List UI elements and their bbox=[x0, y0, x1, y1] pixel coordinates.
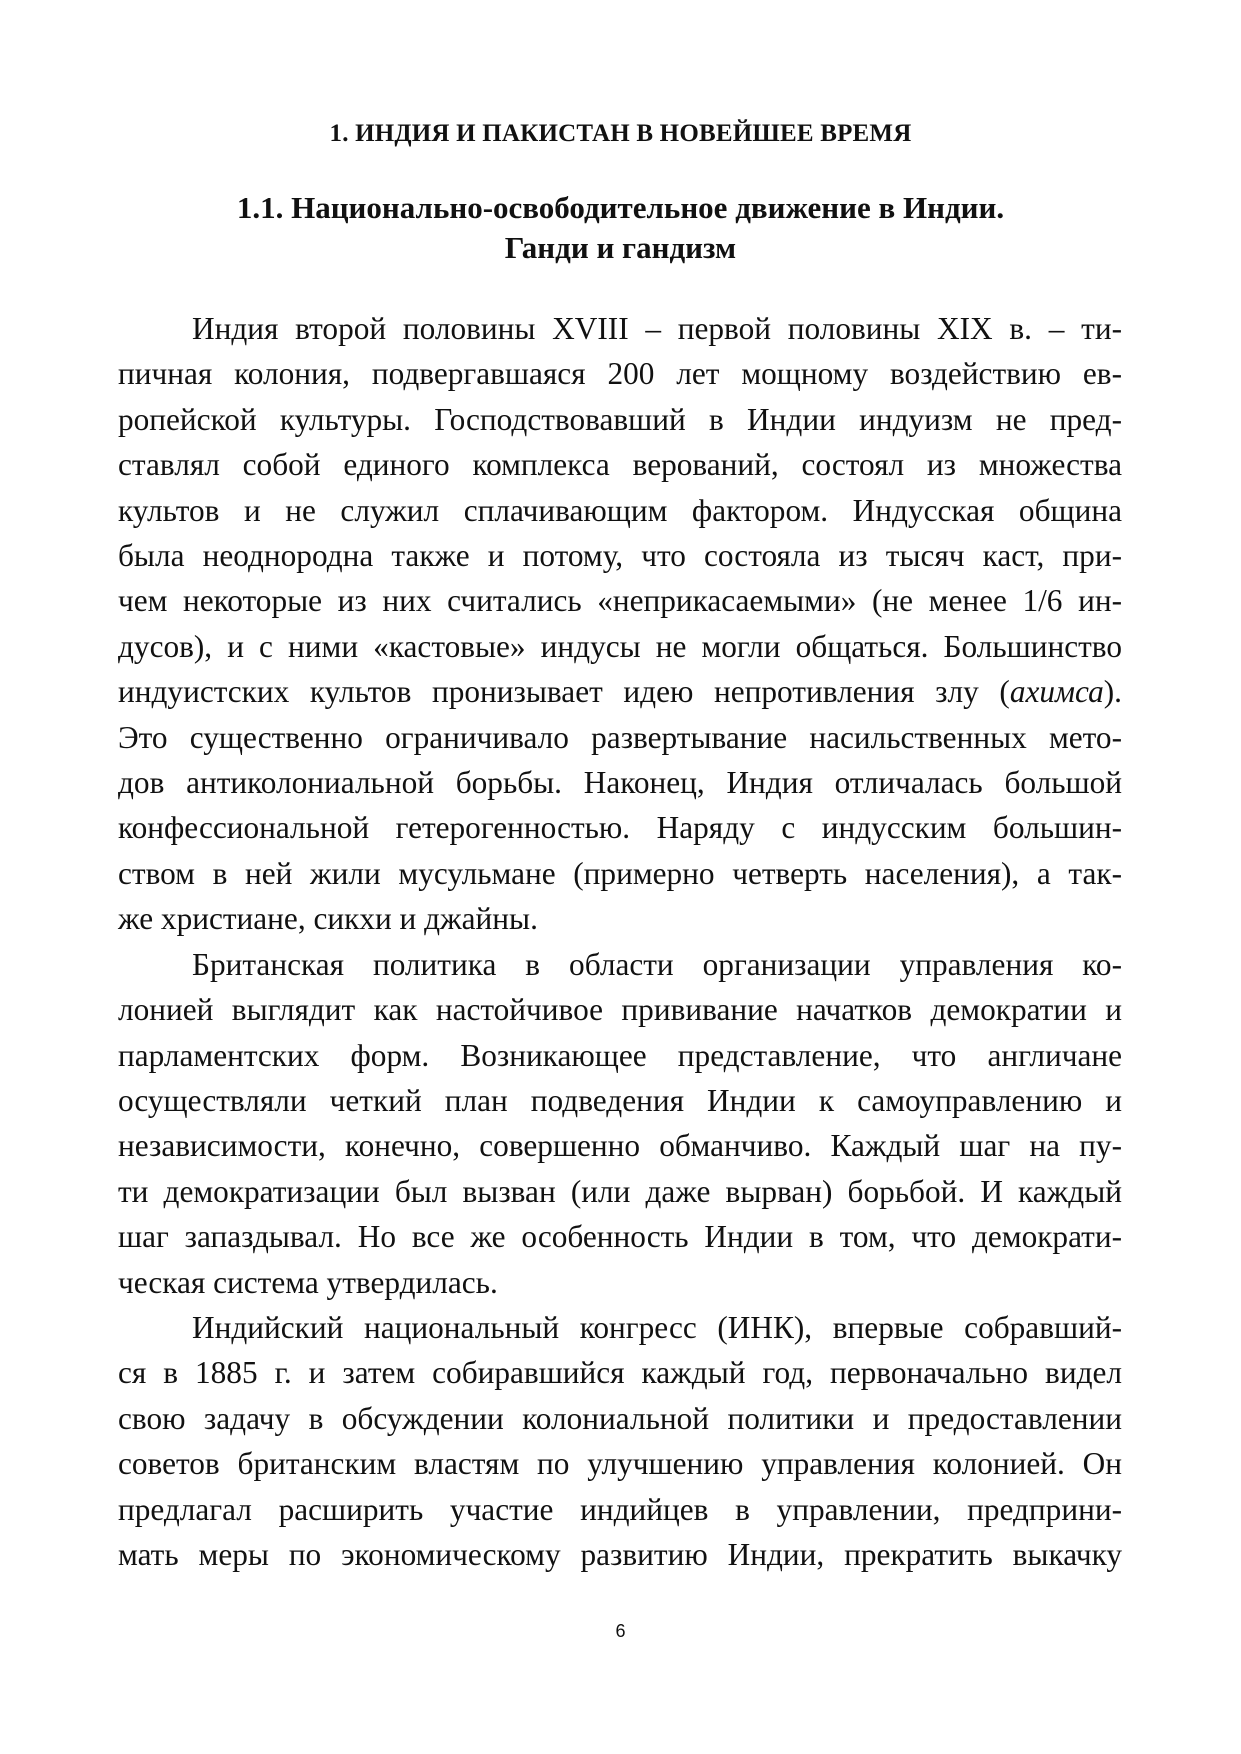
text-line: была неоднородна также и потому, что состояла из тысяч каст, при- bbox=[118, 538, 1122, 574]
text-line: парламентских форм. Возникающее представление, что англичане bbox=[118, 1037, 1122, 1073]
paragraph-1 bbox=[118, 306, 1122, 942]
text-line: ставлял собой единого комплекса верований, состоял из множества bbox=[118, 447, 1122, 483]
text-run: индуистских культов пронизывает идею непротивления злу ( bbox=[118, 674, 1010, 710]
text-line: дусов), и с ними «кастовые» индусы не могли общаться. Большинство bbox=[118, 628, 1122, 664]
text-line: советов британским властям по улучшению управления колонией. Он bbox=[118, 1446, 1122, 1482]
paragraph-2 bbox=[118, 942, 1122, 1305]
text-line: лонией выглядит как настойчивое прививание начатков демократии и bbox=[118, 992, 1122, 1028]
text-line: же христиане, сикхи и джайны. bbox=[118, 901, 538, 937]
text-line: ством в ней жили мусульмане (примерно четверть населения), а так- bbox=[118, 855, 1122, 891]
section-title-line-2: Ганди и гандизм bbox=[504, 230, 737, 265]
text-line: предлагал расширить участие индийцев в управлении, предприни- bbox=[118, 1491, 1122, 1527]
text-line: Индия второй половины XVIII – первой половины XIX в. – ти- bbox=[192, 311, 1122, 346]
text-line: осуществляли четкий план подведения Индии к самоуправлению и bbox=[118, 1082, 1122, 1118]
text-line: дов антиколониальной борьбы. Наконец, Индия отличалась большой bbox=[118, 765, 1122, 801]
text-line: Это существенно ограничивало развертывание насильственных мето- bbox=[118, 719, 1122, 755]
text-line: культов и не служил сплачивающим фактором. Индусская община bbox=[118, 492, 1122, 528]
text-line: Индийский национальный конгресс (ИНК), впервые собравший- bbox=[192, 1309, 1122, 1345]
chapter-title: 1. ИНДИЯ И ПАКИСТАН В НОВЕЙШЕЕ ВРЕМЯ bbox=[329, 120, 912, 147]
page-number: 6 bbox=[615, 1621, 626, 1641]
text-run: ). bbox=[1103, 674, 1122, 710]
text-line: ся в 1885 г. и затем собиравшийся каждый год, первоначально видел bbox=[118, 1355, 1122, 1391]
text-line: конфессиональной гетерогенностью. Наряду с индусским большин- bbox=[118, 810, 1122, 846]
text-line: пичная колония, подвергавшаяся 200 лет мощному воздействию ев- bbox=[118, 356, 1122, 392]
text-line: Британская политика в области организации управления ко- bbox=[192, 946, 1122, 982]
text-line: свою задачу в обсуждении колониальной политики и предоставлении bbox=[118, 1400, 1122, 1436]
paragraph-3 bbox=[118, 1305, 1122, 1577]
text-line: ти демократизации был вызван (или даже вырван) борьбой. И каждый bbox=[118, 1173, 1122, 1209]
text-line: ропейской культуры. Господствовавший в Индии индуизм не пред- bbox=[118, 401, 1122, 437]
section-title-line-1: 1.1. Национально-освободительное движение в Индии. bbox=[236, 190, 1005, 225]
text-line bbox=[118, 669, 1122, 714]
text-line: шаг запаздывал. Но все же особенность Индии в том, что демократи- bbox=[118, 1219, 1122, 1255]
italic-term: ахимса bbox=[1009, 674, 1104, 710]
section-title bbox=[118, 188, 1123, 268]
body-text bbox=[118, 306, 1122, 1577]
text-line: независимости, конечно, совершенно обманчиво. Каждый шаг на пу- bbox=[118, 1128, 1122, 1164]
text-line: чем некоторые из них считались «неприкасаемыми» (не менее 1/6 ин- bbox=[118, 583, 1122, 619]
text-line: ческая система утвердилась. bbox=[118, 1264, 498, 1300]
text-line: мать меры по экономическому развитию Индии, прекратить выкачку bbox=[118, 1536, 1122, 1572]
